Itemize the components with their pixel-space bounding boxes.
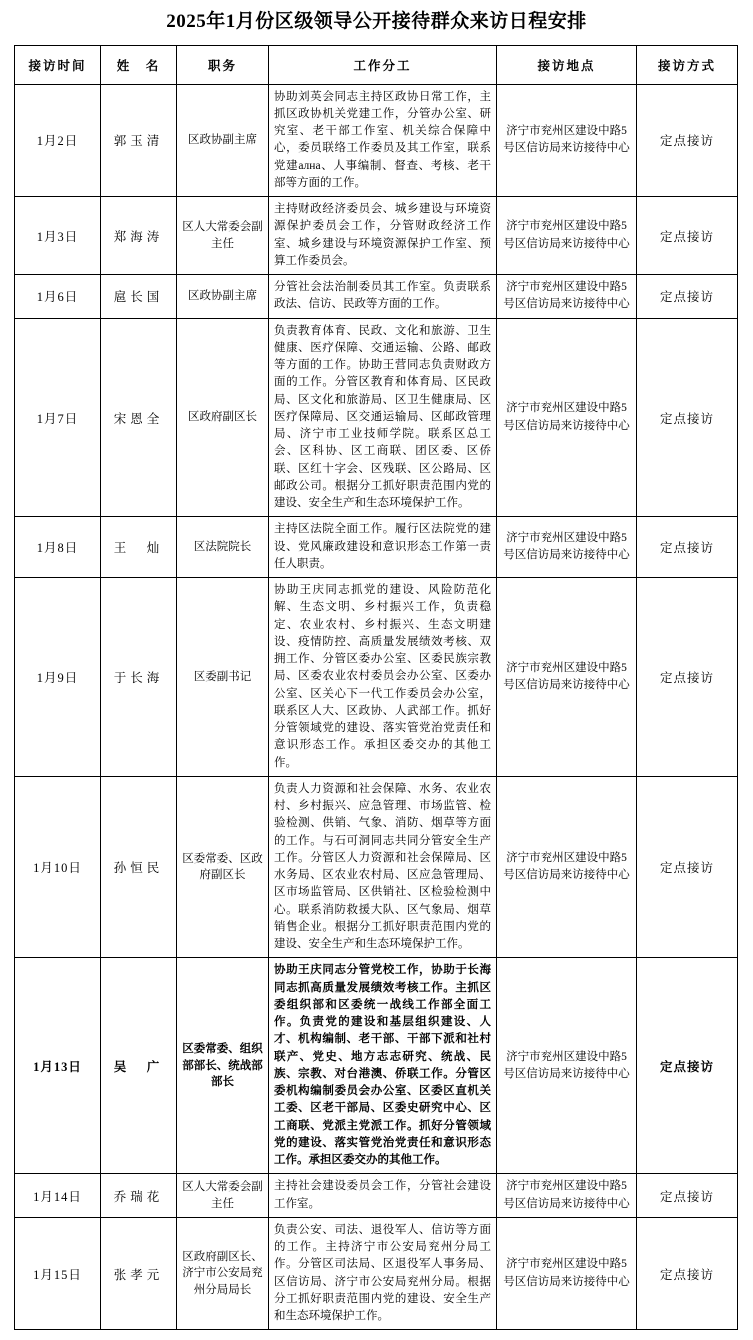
cell-time: 1月15日: [15, 1217, 101, 1330]
cell-way: 定点接访: [637, 318, 738, 517]
cell-time: 1月10日: [15, 776, 101, 958]
cell-place: 济宁市兖州区建设中路5号区信访局来访接待中心: [497, 958, 637, 1174]
cell-way: 定点接访: [637, 578, 738, 777]
cell-place: 济宁市兖州区建设中路5号区信访局来访接待中心: [497, 275, 637, 319]
cell-way: 定点接访: [637, 275, 738, 319]
cell-duty: 主持区法院全面工作。履行区法院党的建设、党风廉政建设和意识形态工作第一责任人职责。: [269, 517, 497, 578]
cell-duty: 协助王庆同志分管党校工作，协助于长海同志抓高质量发展绩效考核工作。主抓区委组织部和区委统一战线工作部全面工作。负责党的建设和基层组织建设、人才、机构编制、老干部、干部下派和社村联产、党史、地方志志研究、统战、民族、宗教、对台港澳、侨联工作。分管区委机构编制委员会办公室、区委区直机关工委、区老干部局、区委史研究中心、区工商联、党派主党派工作。抓好分管领域党的建设、落实管党治党责任和意识形态工作。承担区委交办的其他工作。: [269, 958, 497, 1174]
cell-name: 张孝元: [101, 1217, 177, 1330]
column-header-position: 职务: [177, 45, 269, 84]
table-row: [15, 1174, 738, 1218]
cell-way: 定点接访: [637, 84, 738, 197]
column-header-duty: 工作分工: [269, 45, 497, 84]
cell-way: 定点接访: [637, 517, 738, 578]
cell-time: 1月13日: [15, 958, 101, 1174]
cell-position: 区委常委、组织部部长、统战部部长: [177, 958, 269, 1174]
table-row: [15, 275, 738, 319]
cell-position: 区委副书记: [177, 578, 269, 777]
cell-position: 区政协副主席: [177, 275, 269, 319]
cell-place: 济宁市兖州区建设中路5号区信访局来访接待中心: [497, 197, 637, 275]
cell-duty: 分管社会法治制委员其工作室。负责联系政法、信访、民政等方面的工作。: [269, 275, 497, 319]
cell-duty: 主持财政经济委员会、城乡建设与环境资源保护委员会工作，分管财政经济工作室、城乡建设与环境资源保护工作室、预算工作委员会。: [269, 197, 497, 275]
cell-position: 区法院院长: [177, 517, 269, 578]
table-row: [15, 84, 738, 197]
cell-position: 区政府副区长: [177, 318, 269, 517]
table-header-row: [15, 45, 738, 84]
table-body: [15, 84, 738, 1330]
cell-place: 济宁市兖州区建设中路5号区信访局来访接待中心: [497, 578, 637, 777]
cell-name: 孙恒民: [101, 776, 177, 958]
cell-name: 乔瑞花: [101, 1174, 177, 1218]
cell-time: 1月6日: [15, 275, 101, 319]
cell-name: 宋恩全: [101, 318, 177, 517]
cell-time: 1月14日: [15, 1174, 101, 1218]
cell-place: 济宁市兖州区建设中路5号区信访局来访接待中心: [497, 1174, 637, 1218]
cell-place: 济宁市兖州区建设中路5号区信访局来访接待中心: [497, 84, 637, 197]
table-row: [15, 197, 738, 275]
cell-position: 区人大常委会副主任: [177, 197, 269, 275]
cell-way: 定点接访: [637, 1217, 738, 1330]
column-header-time: 接访时间: [15, 45, 101, 84]
cell-place: 济宁市兖州区建设中路5号区信访局来访接待中心: [497, 776, 637, 958]
cell-name: 扈长国: [101, 275, 177, 319]
cell-name: 郭玉清: [101, 84, 177, 197]
cell-time: 1月8日: [15, 517, 101, 578]
cell-name: 王 灿: [101, 517, 177, 578]
table-row: [15, 578, 738, 777]
cell-position: 区政协副主席: [177, 84, 269, 197]
cell-duty: 负责人力资源和社会保障、水务、农业农村、乡村振兴、应急管理、市场监管、检验检测、供销、气象、消防、烟草等方面的工作。与石可洞同志共同分管安全生产工作。分管区人力资源和社会保障局、区水务局、区农业农村局、区应急管理局、区市场监管局、区供销社、区检验检测中心。联系消防救援大队、区气象局、烟草销售企业。根据分工抓好职责范围内党的建设、安全生产和生态环境保护工作。: [269, 776, 497, 958]
cell-duty: 负责公安、司法、退役军人、信访等方面的工作。主持济宁市公安局兖州分局工作。分管区司法局、区退役军人事务局、区信访局、济宁市公安局兖州分局。根据分工抓好职责范围内党的建设、安全生产和生态环境保护工作。: [269, 1217, 497, 1330]
cell-time: 1月7日: [15, 318, 101, 517]
page-title: 2025年1月份区级领导公开接待群众来访日程安排: [166, 11, 587, 32]
cell-name: 吴 广: [101, 958, 177, 1174]
cell-duty: 主持社会建设委员会工作，分管社会建设工作室。: [269, 1174, 497, 1218]
cell-time: 1月9日: [15, 578, 101, 777]
cell-name: 于长海: [101, 578, 177, 777]
cell-position: 区政府副区长、济宁市公安局兖州分局局长: [177, 1217, 269, 1330]
table-row: [15, 958, 738, 1174]
cell-place: 济宁市兖州区建设中路5号区信访局来访接待中心: [497, 1217, 637, 1330]
cell-position: 区委常委、区政府副区长: [177, 776, 269, 958]
cell-duty: 协助王庆同志抓党的建设、风险防范化解、生态文明、乡村振兴工作，负责稳定、农业农村、乡村振兴、生态文明建设、疫情防控、高质量发展绩效考核、双拥工作、分管区委办公室、区委民族宗教局、区委农业农村委员会办公室、区委办公室、区关心下一代工作委员会办公室，联系区人大、区政协、人武部工作。抓好分管领域党的建设、落实管党治党责任和意识形态工作。承担区委交办的其他工作。: [269, 578, 497, 777]
cell-way: 定点接访: [637, 1174, 738, 1218]
column-header-way: 接访方式: [637, 45, 738, 84]
table-row: [15, 318, 738, 517]
cell-way: 定点接访: [637, 958, 738, 1174]
cell-position: 区人大常委会副主任: [177, 1174, 269, 1218]
table-header: [15, 45, 738, 84]
cell-name: 郑海涛: [101, 197, 177, 275]
table-row: [15, 517, 738, 578]
cell-time: 1月3日: [15, 197, 101, 275]
cell-duty: 协助刘英会同志主持区政协日常工作，主抓区政协机关党建工作，分管办公室、研究室、老干部工作室、机关综合保障中心，委员联络工作委员及其工作室，联系党建ална、人事编制、督查、考核、老干部等方面的工作。: [269, 84, 497, 197]
cell-time: 1月2日: [15, 84, 101, 197]
table-row: [15, 1217, 738, 1330]
column-header-place: 接访地点: [497, 45, 637, 84]
cell-way: 定点接访: [637, 776, 738, 958]
cell-place: 济宁市兖州区建设中路5号区信访局来访接待中心: [497, 517, 637, 578]
cell-place: 济宁市兖州区建设中路5号区信访局来访接待中心: [497, 318, 637, 517]
cell-duty: 负责教育体育、民政、文化和旅游、卫生健康、医疗保障、交通运输、公路、邮政等方面的工作。协助王营同志负责财政方面的工作。分管区教育和体育局、区民政局、区文化和旅游局、区卫生健康局、区医疗保障局、区交通运输局、区邮政管理局、济宁市工业技师学院。联系区总工会、区科协、区工商联、团区委、区侨联、区红十字会、区残联、区公路局、区邮政公司。根据分工抓好职责范围内党的建设、安全生产和生态环境保护工作。: [269, 318, 497, 517]
schedule-table: [14, 45, 738, 1331]
table-row: [15, 776, 738, 958]
column-header-name: 姓 名: [101, 45, 177, 84]
cell-way: 定点接访: [637, 197, 738, 275]
